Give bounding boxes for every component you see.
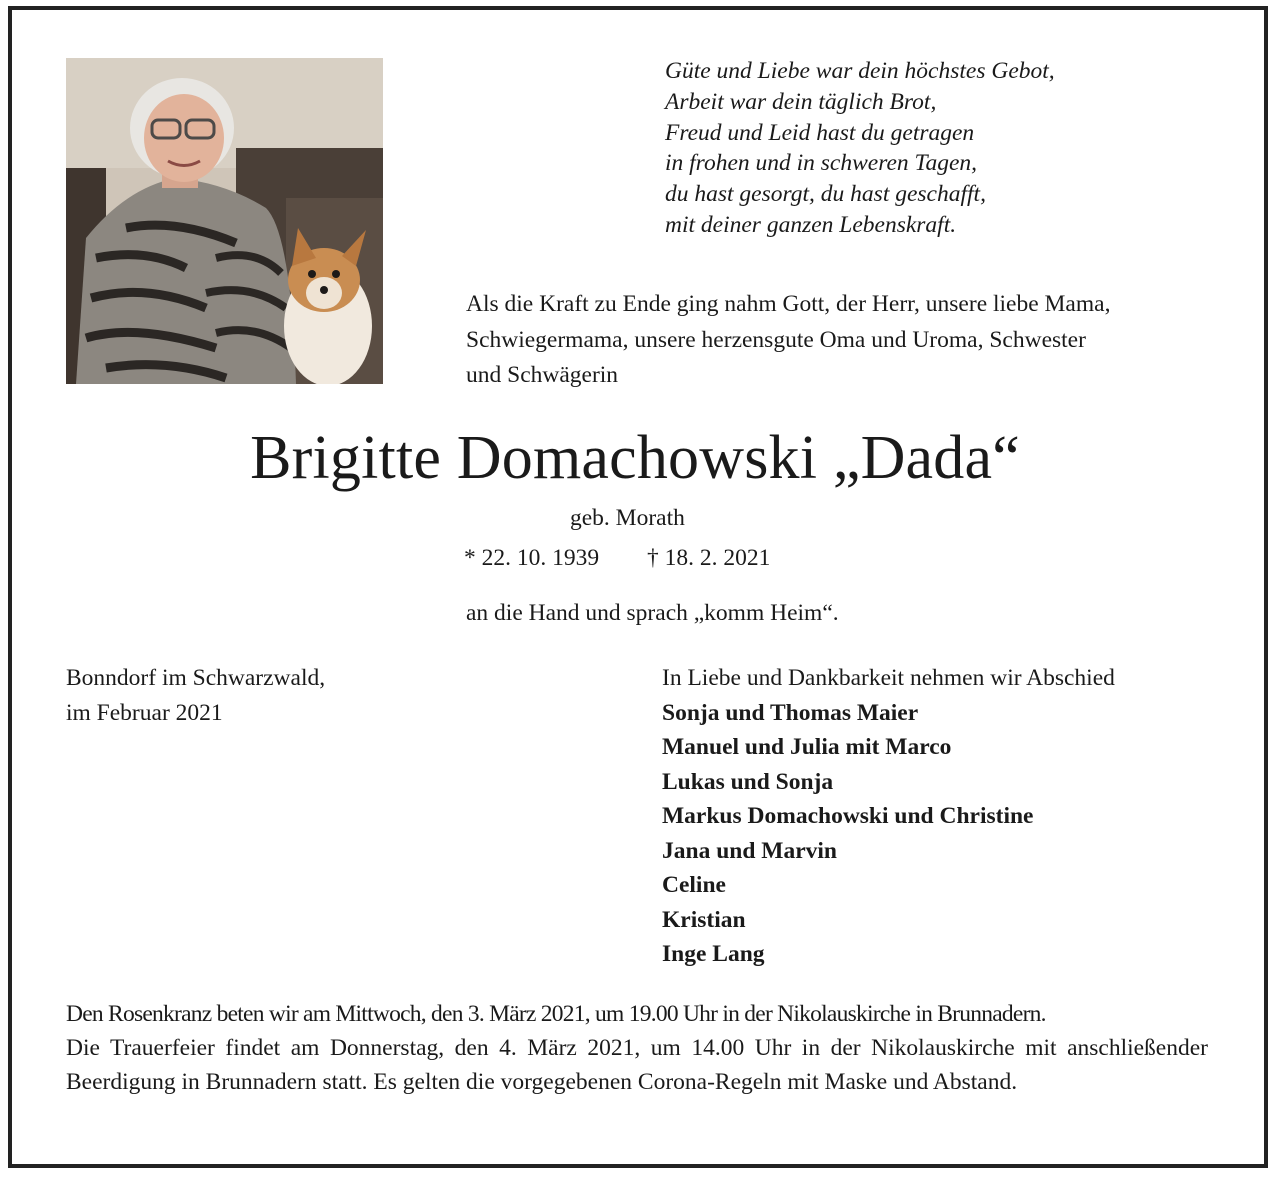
family-member: Sonja und Thomas Maier xyxy=(662,699,919,726)
family-member: Jana und Marvin xyxy=(662,837,837,864)
family-member: Lukas und Sonja xyxy=(662,768,834,795)
life-dates xyxy=(464,545,770,572)
birth-date: * 22. 10. 1939 xyxy=(464,545,600,571)
poem-line: du hast gesorgt, du hast geschafft, xyxy=(665,181,986,208)
poem-line: in frohen und in schweren Tagen, xyxy=(665,150,978,177)
family-member: Markus Domachowski und Christine xyxy=(662,803,1034,829)
family-member: Celine xyxy=(662,872,726,898)
maiden-name: geb. Morath xyxy=(570,505,685,531)
intro-line: Schwiegermama, unsere herzensgute Oma und Uroma, Schwester xyxy=(466,326,1086,353)
family-member: Inge Lang xyxy=(662,941,765,967)
portrait-photo xyxy=(66,58,383,384)
poem xyxy=(665,56,1055,241)
funeral-text: Die Trauerfeier findet am Donnerstag, den 4. März 2021, um 14.00 Uhr in der Nikolauskirche mit anschließender Beerdigung in Brunnadern statt. Es gelten die vorgegebenen Corona-Regeln mit Maske und Abstand. xyxy=(66,1035,1208,1095)
family-heading: In Liebe und Dankbarkeit nehmen wir Abschied xyxy=(662,665,1115,691)
poem-line: Güte und Liebe war dein höchstes Gebot, xyxy=(665,58,1055,84)
place-line: Bonndorf im Schwarzwald, xyxy=(66,665,326,691)
family-list xyxy=(662,661,1115,972)
intro-line: Als die Kraft zu Ende ging nahm Gott, der Herr, unsere liebe Mama, xyxy=(466,291,1111,317)
intro-text xyxy=(466,287,1211,394)
closing-line: an die Hand und sprach „komm Heim“. xyxy=(466,600,839,626)
service-notice xyxy=(66,997,1208,1099)
death-date: † 18. 2. 2021 xyxy=(647,545,771,571)
place-and-date xyxy=(66,661,325,731)
intro-line: und Schwägerin xyxy=(466,362,619,388)
portrait-photo-illustration xyxy=(66,58,383,384)
family-member: Manuel und Julia mit Marco xyxy=(662,734,952,760)
poem-line: Arbeit war dein täglich Brot, xyxy=(665,88,937,115)
date-line: im Februar 2021 xyxy=(66,700,223,726)
family-member: Kristian xyxy=(662,906,746,933)
poem-line: Freud und Leid hast du getragen xyxy=(665,119,975,146)
rosary-line: Den Rosenkranz beten wir am Mittwoch, den 3. März 2021, um 19.00 Uhr in der Nikolauskirche in Brunnadern. xyxy=(66,1001,1046,1027)
poem-line: mit deiner ganzen Lebenskraft. xyxy=(665,211,957,238)
deceased-name: Brigitte Domachowski „Dada“ xyxy=(250,424,1020,492)
